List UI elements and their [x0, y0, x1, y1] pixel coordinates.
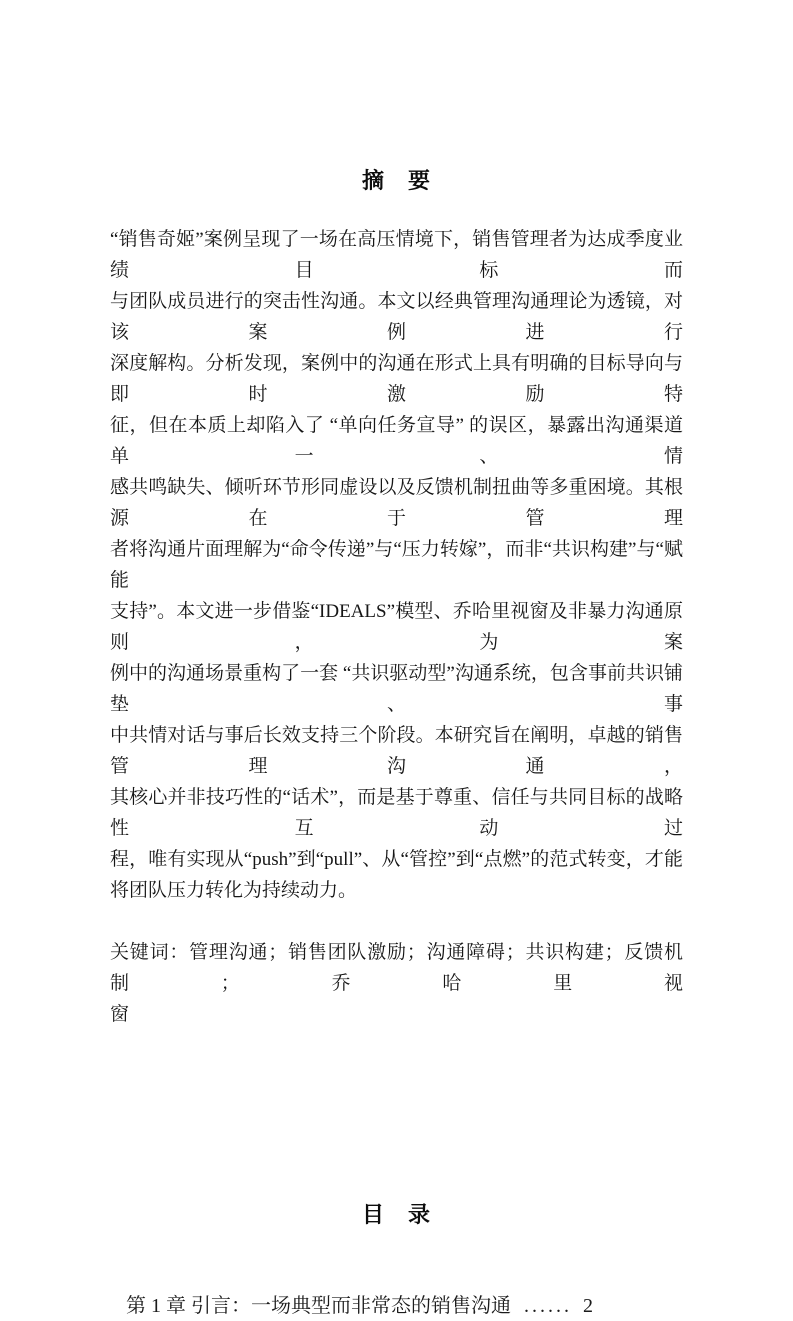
abstract-title: 摘 要 [361, 168, 431, 193]
abstract-line: 例中的沟通场景重构了一套 “共识驱动型”沟通系统，包含事前共识铺垫、事 [110, 663, 683, 715]
toc-list [110, 1291, 683, 1321]
abstract-line: “销售奇姬”案例呈现了一场在高压情境下，销售管理者为达成季度业绩目标而 [110, 229, 683, 281]
abstract-line: 者将沟通片面理解为“命令传递”与“压力转嫁”，而非“共识构建”与“赋能 [110, 539, 683, 591]
abstract-line: 与团队成员进行的突击性沟通。本文以经典管理沟通理论为透镜，对该案例进行 [110, 291, 683, 343]
abstract-line: 深度解构。分析发现，案例中的沟通在形式上具有明确的目标导向与即时激励特 [110, 353, 683, 405]
toc-entry-label: 第 1 章 引言：一场典型而非常态的销售沟通 [126, 1295, 511, 1317]
keywords-block [110, 937, 683, 1030]
abstract-line: 感共鸣缺失、倾听环节形同虚设以及反馈机制扭曲等多重困境。其根源在于管理 [110, 477, 683, 529]
abstract-line: 将团队压力转化为持续动力。 [110, 880, 358, 901]
abstract-paragraph [110, 224, 683, 906]
abstract-line: 支持”。本文进一步借鉴“IDEALS”模型、乔哈里视窗及非暴力沟通原则，为案 [110, 601, 683, 653]
toc-entry-page-number: 2 [583, 1295, 593, 1317]
abstract-line: 其核心并非技巧性的“话术”，而是基于尊重、信任与共同目标的战略性互动过 [110, 787, 683, 839]
keywords-line: 关键词：管理沟通；销售团队激励；沟通障碍；共识构建；反馈机制；乔哈里视 [110, 942, 683, 994]
keywords-line: 窗 [110, 1004, 130, 1025]
document-page [0, 168, 793, 1317]
abstract-line: 征，但在本质上却陷入了 “单向任务宣导” 的误区，暴露出沟通渠道单一、情 [110, 415, 683, 467]
toc-title: 目 录 [361, 1202, 431, 1227]
toc-entry-dots: ...... [524, 1295, 572, 1317]
abstract-line: 中共情对话与事后长效支持三个阶段。本研究旨在阐明，卓越的销售管理沟通， [110, 725, 683, 777]
abstract-line: 程，唯有实现从“push”到“pull”、从“管控”到“点燃”的范式转变，才能 [110, 849, 683, 870]
toc-entry[interactable] [110, 1291, 683, 1321]
